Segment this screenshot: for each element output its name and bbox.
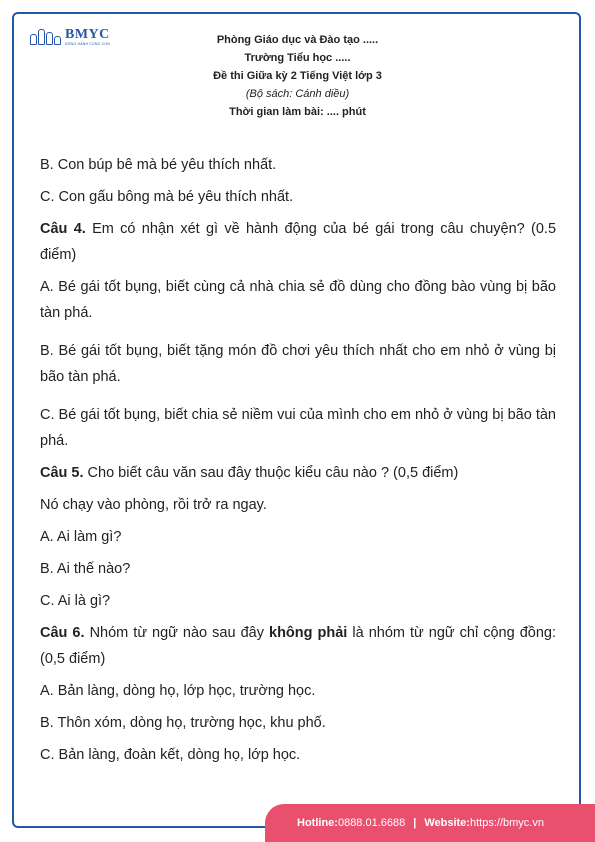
q4-option-c: C. Bé gái tốt bụng, biết chia sẻ niềm vui của mình cho em nhỏ ở vùng bị bão tàn phá. xyxy=(40,407,556,449)
question-5 xyxy=(40,460,556,486)
q5-option-c: C. Ai là gì? xyxy=(40,593,111,609)
hotline-value[interactable]: 0888.01.6688 xyxy=(337,817,406,829)
q4-label: Câu 4. xyxy=(40,221,86,237)
q6-option-c: C. Bản làng, đoàn kết, dòng họ, lớp học. xyxy=(40,747,301,763)
logo-name: BMYC xyxy=(65,27,110,42)
exam-content xyxy=(40,152,556,774)
q5-text: Cho biết câu văn sau đây thuộc kiểu câu nào ? (0,5 điểm) xyxy=(83,465,459,481)
hotline-label: Hotline: xyxy=(297,817,338,829)
header-department: Phòng Giáo dục và Đào tạo ..... xyxy=(216,34,379,46)
website-link[interactable]: https://bmyc.vn xyxy=(469,817,544,829)
header-time: Thời gian làm bài: .... phút xyxy=(229,106,366,118)
header-exam-title: Đề thi Giữa kỳ 2 Tiếng Việt lớp 3 xyxy=(213,70,382,82)
q4-text: Em có nhận xét gì về hành động của bé gái trong câu chuyện? (0.5 điểm) xyxy=(40,221,557,263)
website-label: Website: xyxy=(424,817,470,829)
q5-label: Câu 5. xyxy=(40,465,84,481)
q5-sentence: Nó chạy vào phòng, rồi trở ra ngay. xyxy=(40,497,267,513)
header-book: (Bộ sách: Cánh diều) xyxy=(245,88,350,100)
q6-emphasis: không phải xyxy=(269,625,348,641)
question-4 xyxy=(40,216,556,268)
family-icon xyxy=(30,29,61,45)
contact-footer xyxy=(265,804,595,842)
q6-option-b: B. Thôn xóm, dòng họ, trường học, khu phố. xyxy=(40,715,326,731)
exam-header xyxy=(120,31,475,121)
logo-tagline: ĐỒNG HÀNH CÙNG CON xyxy=(65,42,111,46)
q6-text-after: là nhóm từ ngữ chỉ cộng đồng: (0,5 điểm) xyxy=(40,625,556,667)
question-6 xyxy=(40,620,556,672)
bmyc-logo xyxy=(30,28,110,46)
q5-option-a: A. Ai làm gì? xyxy=(40,529,122,545)
q5-option-b: B. Ai thế nào? xyxy=(40,561,131,577)
q6-text-before: Nhóm từ ngữ nào sau đây xyxy=(84,625,269,641)
q4-option-a: A. Bé gái tốt bụng, biết cùng cả nhà chia sẻ đồ dùng cho đồng bào vùng bị bão tàn phá. xyxy=(40,279,556,321)
footer-separator: | xyxy=(413,817,417,829)
q3-option-c: C. Con gấu bông mà bé yêu thích nhất. xyxy=(40,189,294,205)
q6-label: Câu 6. xyxy=(40,625,85,641)
header-school: Trường Tiểu học ..... xyxy=(244,52,351,64)
q3-option-b: B. Con búp bê mà bé yêu thích nhất. xyxy=(40,157,277,173)
q6-option-a: A. Bản làng, dòng họ, lớp học, trường học. xyxy=(40,683,316,699)
q4-option-b: B. Bé gái tốt bụng, biết tặng món đồ chơi yêu thích nhất cho em nhỏ ở vùng bị bão tàn phá. xyxy=(40,343,556,385)
